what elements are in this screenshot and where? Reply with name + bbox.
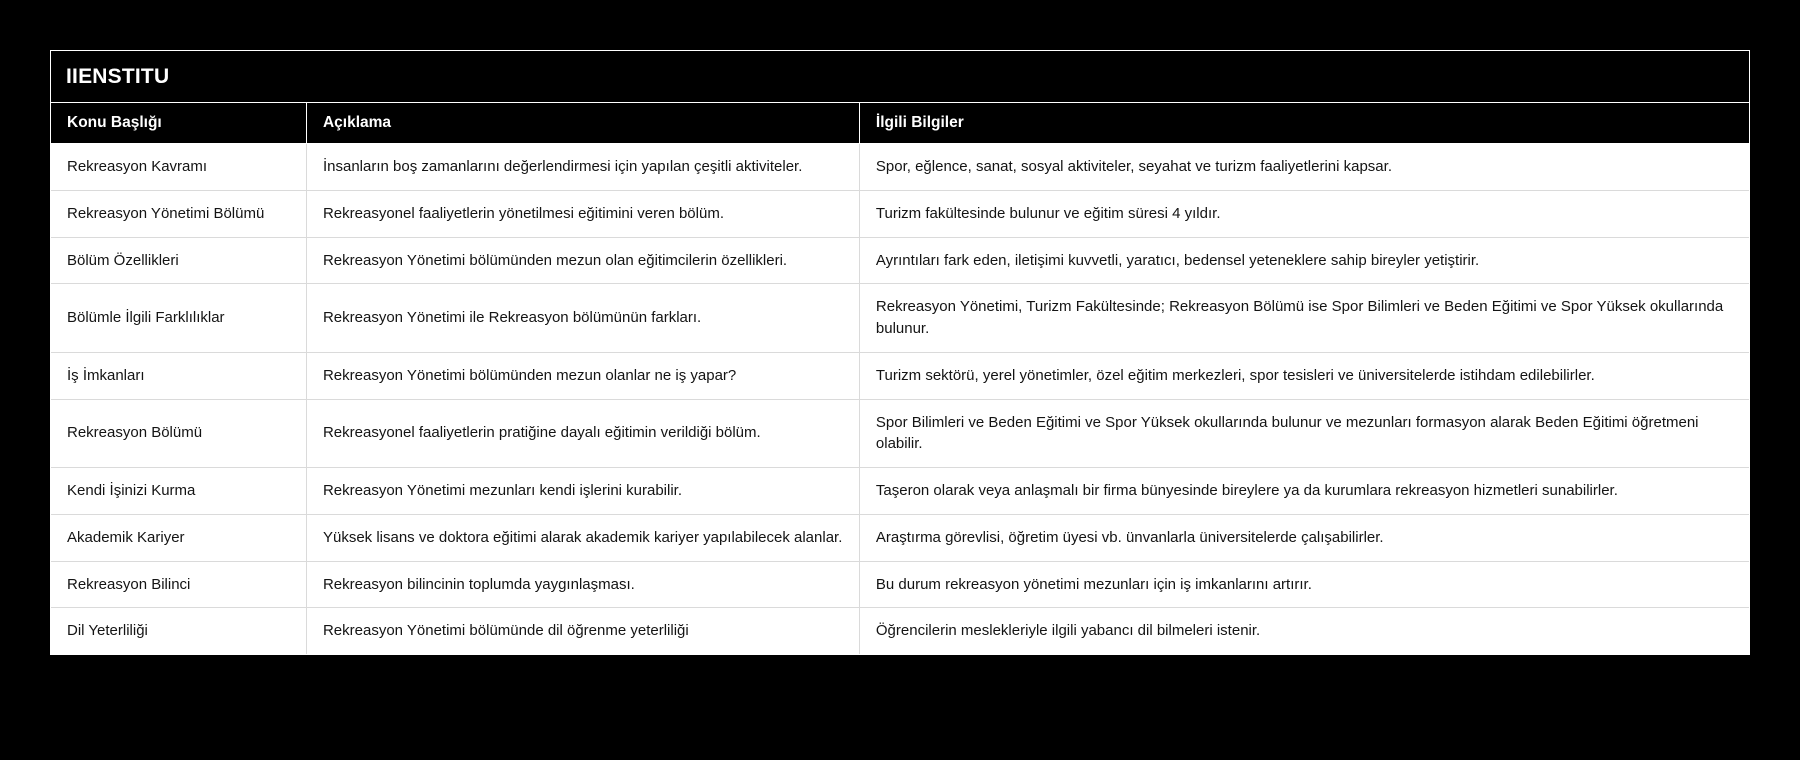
table-body [51, 144, 1749, 655]
related-info-cell: Rekreasyon Yönetimi, Turizm Fakültesinde; Rekreasyon Bölümü ise Spor Bilimleri ve Beden Eğitimi ve Spor Yüksek okullarında bulunur. [859, 284, 1749, 353]
table-row [51, 237, 1749, 284]
description-cell: Rekreasyon Yönetimi bölümünde dil öğrenme yeterliliği [306, 608, 859, 654]
topic-cell: Bölüm Özellikleri [51, 237, 306, 284]
related-info-cell: Taşeron olarak veya anlaşmalı bir firma bünyesinde bireylere ya da kurumlara rekreasyon hizmetleri sunabilirler. [859, 468, 1749, 515]
topic-cell: Kendi İşinizi Kurma [51, 468, 306, 515]
description-cell: Rekreasyon Yönetimi bölümünden mezun olan eğitimcilerin özellikleri. [306, 237, 859, 284]
table-row [51, 284, 1749, 353]
topic-cell: Rekreasyon Kavramı [51, 144, 306, 191]
related-info-cell: Bu durum rekreasyon yönetimi mezunları için iş imkanlarını artırır. [859, 561, 1749, 608]
description-cell: Rekreasyon Yönetimi ile Rekreasyon bölümünün farkları. [306, 284, 859, 353]
table-head [51, 103, 1749, 144]
topic-cell: Bölümle İlgili Farklılıklar [51, 284, 306, 353]
table-row [51, 352, 1749, 399]
content-panel [50, 50, 1750, 655]
description-cell: İnsanların boş zamanlarını değerlendirmesi için yapılan çeşitli aktiviteler. [306, 144, 859, 191]
description-cell: Rekreasyon bilincinin toplumda yaygınlaşması. [306, 561, 859, 608]
description-cell: Rekreasyonel faaliyetlerin pratiğine dayalı eğitimin verildiği bölüm. [306, 399, 859, 468]
description-cell: Rekreasyon Yönetimi mezunları kendi işlerini kurabilir. [306, 468, 859, 515]
table-header-row [51, 103, 1749, 144]
description-cell: Rekreasyon Yönetimi bölümünden mezun olanlar ne iş yapar? [306, 352, 859, 399]
topic-cell: Rekreasyon Yönetimi Bölümü [51, 190, 306, 237]
topic-cell: Rekreasyon Bölümü [51, 399, 306, 468]
description-cell: Yüksek lisans ve doktora eğitimi alarak akademik kariyer yapılabilecek alanlar. [306, 514, 859, 561]
table-row [51, 399, 1749, 468]
related-info-cell: Turizm fakültesinde bulunur ve eğitim süresi 4 yıldır. [859, 190, 1749, 237]
column-header: Açıklama [306, 103, 859, 144]
related-info-cell: Araştırma görevlisi, öğretim üyesi vb. ünvanlarla üniversitelerde çalışabilirler. [859, 514, 1749, 561]
column-header: İlgili Bilgiler [859, 103, 1749, 144]
page-title: IIENSTITU [51, 51, 1749, 103]
topic-cell: Dil Yeterliliği [51, 608, 306, 654]
related-info-cell: Ayrıntıları fark eden, iletişimi kuvvetli, yaratıcı, bedensel yeteneklere sahip bireyler yetiştirir. [859, 237, 1749, 284]
table-row [51, 468, 1749, 515]
topic-cell: İş İmkanları [51, 352, 306, 399]
related-info-cell: Öğrencilerin meslekleriyle ilgili yabancı dil bilmeleri istenir. [859, 608, 1749, 654]
table-row [51, 561, 1749, 608]
related-info-cell: Turizm sektörü, yerel yönetimler, özel eğitim merkezleri, spor tesisleri ve üniversitelerde istihdam edilebilirler. [859, 352, 1749, 399]
topic-cell: Akademik Kariyer [51, 514, 306, 561]
info-table [51, 103, 1749, 654]
table-row [51, 608, 1749, 654]
description-cell: Rekreasyonel faaliyetlerin yönetilmesi eğitimini veren bölüm. [306, 190, 859, 237]
topic-cell: Rekreasyon Bilinci [51, 561, 306, 608]
related-info-cell: Spor, eğlence, sanat, sosyal aktiviteler, seyahat ve turizm faaliyetlerini kapsar. [859, 144, 1749, 191]
table-row [51, 514, 1749, 561]
column-header: Konu Başlığı [51, 103, 306, 144]
table-row [51, 190, 1749, 237]
table-row [51, 144, 1749, 191]
related-info-cell: Spor Bilimleri ve Beden Eğitimi ve Spor Yüksek okullarında bulunur ve mezunları formasyon alarak Beden Eğitimi öğretmeni olabilir. [859, 399, 1749, 468]
